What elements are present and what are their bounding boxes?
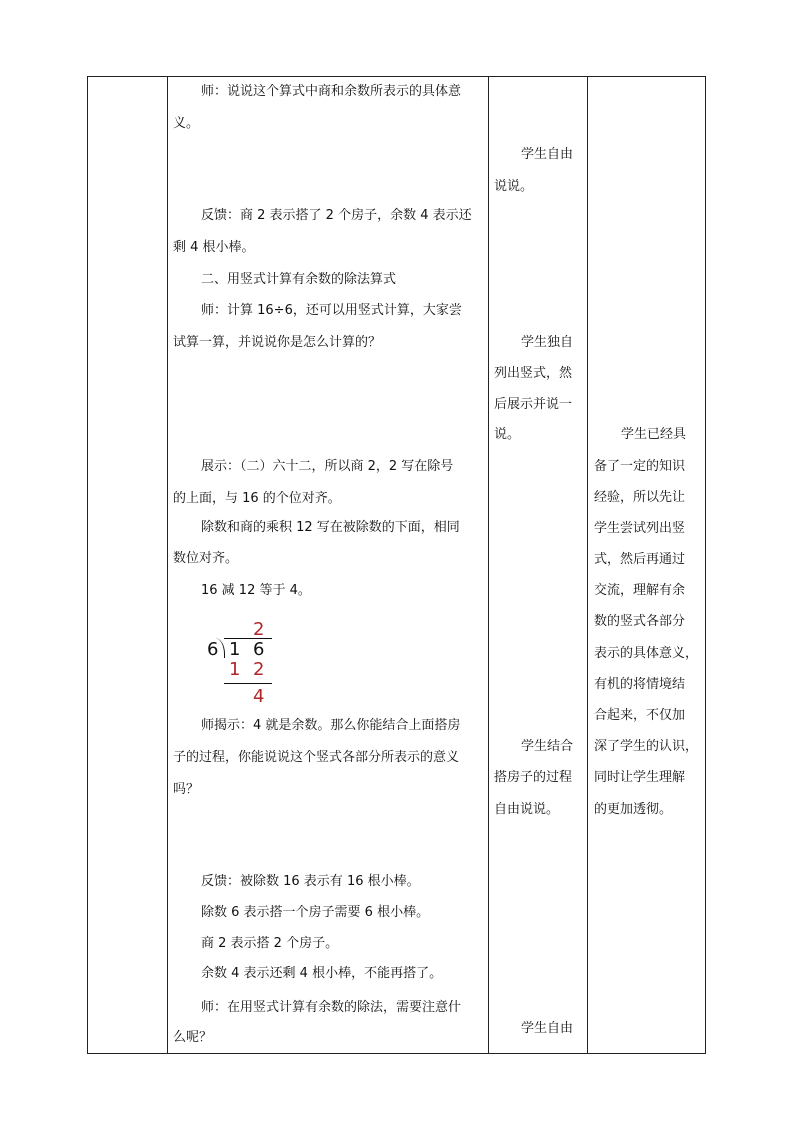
student-activity-line: 学生独自 <box>521 335 574 350</box>
feedback-line: 反馈：商 2 表示搭了 2 个房子，余数 4 表示还 <box>201 208 472 223</box>
feedback-line: 剩 4 根小棒。 <box>173 240 255 255</box>
remainder-digit: 4 <box>253 686 265 707</box>
demo-line: 展示：（二）六十二，所以商 2，2 写在除号 <box>201 459 454 474</box>
demo-line: 数位对齐。 <box>173 551 239 566</box>
dividend-ones-digit: 6 <box>253 639 265 660</box>
column-divider-1 <box>167 76 168 1054</box>
design-intent-line: 同时让学生理解 <box>594 770 686 785</box>
design-intent-line: 合起来，不仅加 <box>594 708 686 723</box>
design-intent-line: 有机的将情境结 <box>594 677 686 692</box>
design-intent-line: 的更加透彻。 <box>594 802 673 817</box>
student-activity-line: 自由说说。 <box>494 802 560 817</box>
teacher-reveal-line: 吗？ <box>173 782 200 797</box>
feedback-line: 商 2 表示搭 2 个房子。 <box>201 936 339 951</box>
demo-line: 的上面，与 16 的个位对齐。 <box>173 491 341 506</box>
column-divider-2 <box>488 76 489 1054</box>
student-activity-line: 学生自由 <box>521 147 574 162</box>
dividend-tens-digit: 1 <box>229 639 241 660</box>
column-divider-3 <box>587 76 588 1054</box>
design-intent-line: 经验，所以先让 <box>594 490 686 505</box>
demo-line: 除数和商的乘积 12 写在被除数的下面，相同 <box>201 520 460 535</box>
student-activity-line: 列出竖式，然 <box>494 366 573 381</box>
teacher-prompt-line: 试算一算，并说说你是怎么计算的？ <box>173 335 382 350</box>
quotient-digit: 2 <box>253 619 265 640</box>
design-intent-line: 表示的具体意义， <box>594 646 699 661</box>
design-intent-line: 备了一定的知识 <box>594 459 686 474</box>
feedback-line: 反馈：被除数 16 表示有 16 根小棒。 <box>201 874 420 889</box>
student-activity-line: 说说。 <box>494 179 534 194</box>
design-intent-line: 深了学生的认识， <box>594 739 699 754</box>
design-intent-line: 交流，理解有余 <box>594 583 686 598</box>
product-ones-digit: 2 <box>253 659 265 680</box>
section-heading: 二、用竖式计算有余数的除法算式 <box>201 272 397 287</box>
demo-line: 16 减 12 等于 4。 <box>201 583 311 598</box>
student-activity-line: 搭房子的过程 <box>494 770 573 785</box>
teacher-prompt-line: 师：在用竖式计算有余数的除法，需要注意什 <box>201 1000 462 1015</box>
design-intent-line: 式，然后再通过 <box>594 552 686 567</box>
teacher-reveal-line: 师揭示：4 就是余数。那么你能结合上面搭房 <box>201 718 461 733</box>
student-activity-line: 后展示并说一 <box>494 397 573 412</box>
teacher-prompt-line: 么呢？ <box>173 1030 213 1045</box>
teacher-prompt-line: 师：说说这个算式中商和余数所表示的具体意 <box>201 84 462 99</box>
student-activity-line: 学生自由 <box>521 1021 574 1036</box>
feedback-line: 余数 4 表示还剩 4 根小棒，不能再搭了。 <box>201 966 443 981</box>
student-activity-line: 学生结合 <box>521 739 574 754</box>
teacher-prompt-line: 师：计算 16÷6，还可以用竖式计算，大家尝 <box>201 303 462 318</box>
divisor-digit: 6 <box>207 639 219 660</box>
teacher-reveal-line: 子的过程，你能说说这个竖式各部分所表示的意义 <box>173 750 460 765</box>
product-tens-digit: 1 <box>229 659 241 680</box>
feedback-line: 除数 6 表示搭一个房子需要 6 根小棒。 <box>201 905 430 920</box>
teacher-prompt-line: 义。 <box>173 116 200 131</box>
subtraction-line <box>224 683 272 684</box>
design-intent-line: 学生尝试列出竖 <box>594 521 686 536</box>
design-intent-line: 学生已经具 <box>621 427 687 442</box>
design-intent-line: 数的竖式各部分 <box>594 614 686 629</box>
student-activity-line: 说。 <box>494 427 521 442</box>
